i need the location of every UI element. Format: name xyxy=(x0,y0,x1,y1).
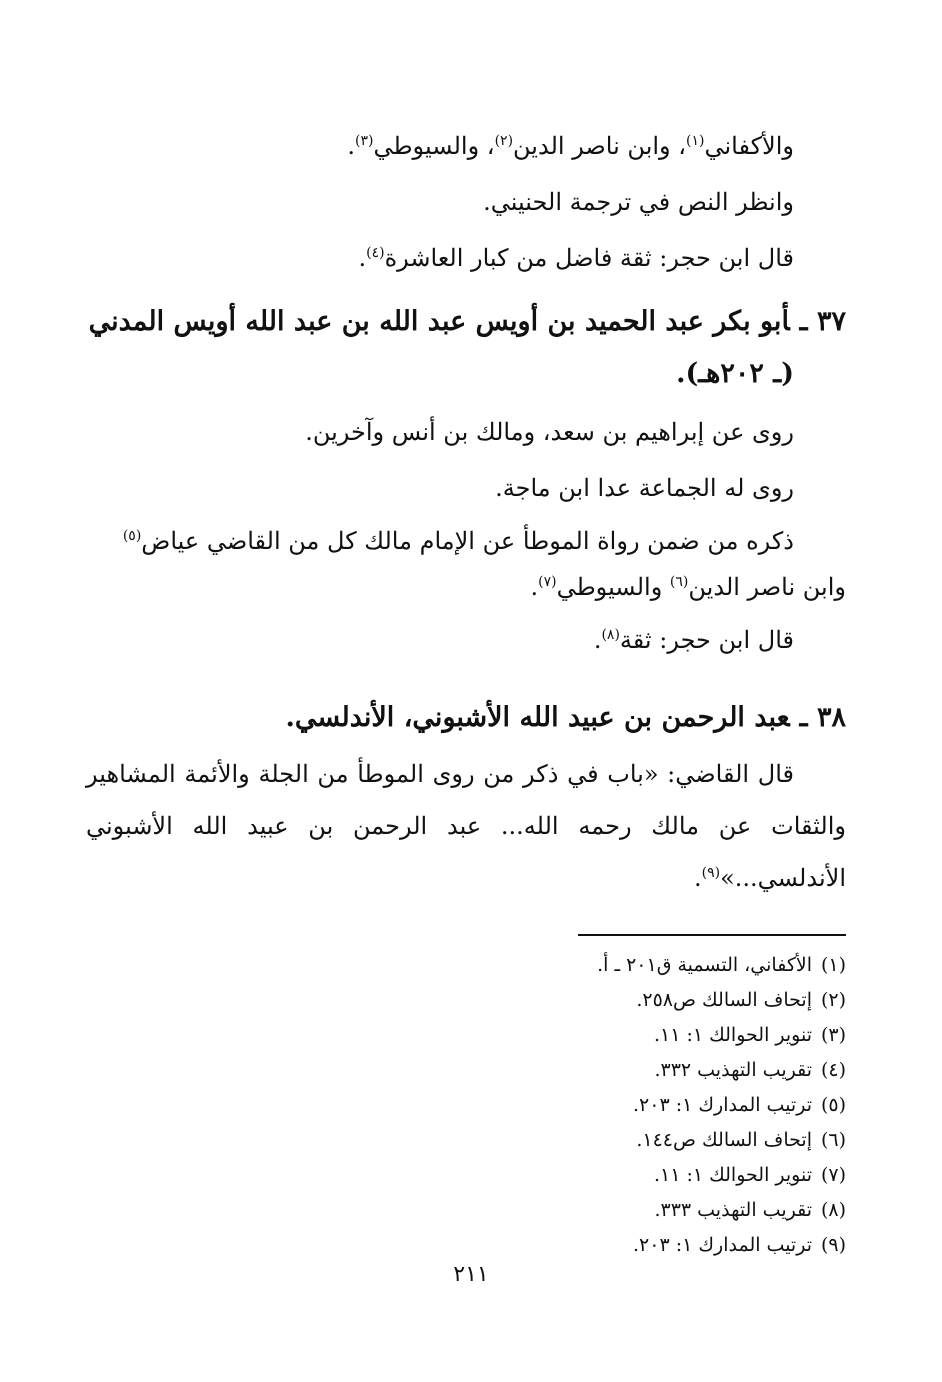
footnote-ref[interactable]: (٩) xyxy=(701,865,721,881)
footnote-number: (١) xyxy=(820,954,846,976)
text: ، والسيوطي xyxy=(373,132,495,160)
footnote xyxy=(86,983,846,1018)
footnote-ref[interactable]: (١) xyxy=(686,133,705,149)
entry-38-quote xyxy=(86,748,846,904)
footnote xyxy=(86,1158,846,1193)
footnote-ref[interactable]: (٣) xyxy=(354,133,374,149)
footnote xyxy=(86,1088,846,1123)
footnote-ref[interactable]: (٧) xyxy=(538,574,557,590)
text: وابن ناصر الدين xyxy=(688,573,846,601)
text: . xyxy=(358,244,367,272)
entry-number: ٣٨ ـ xyxy=(799,702,846,733)
spacer xyxy=(86,668,846,682)
paragraph-see-also: وانظر النص في ترجمة الحنيني. xyxy=(483,188,794,216)
footnote-number: (٢) xyxy=(820,989,846,1011)
footnote-ref[interactable]: (٤) xyxy=(366,245,385,261)
entry-38-heading xyxy=(86,692,846,744)
footnote-number: (٨) xyxy=(820,1199,846,1221)
paragraph-sources xyxy=(86,118,846,174)
footnote-separator xyxy=(578,934,846,936)
footnote xyxy=(86,1228,846,1263)
entry-title: أبو بكر عبد الحميد بن أويس عبد الله بن عبد الله أويس المدني xyxy=(88,306,790,337)
entry-number: ٣٧ ـ xyxy=(799,306,846,337)
footnote-ref[interactable]: (٥) xyxy=(122,528,142,544)
footnote xyxy=(86,1018,846,1053)
footnote xyxy=(86,1053,846,1088)
footnote-number: (٩) xyxy=(820,1234,846,1256)
footnote-text: تقريب التهذيب ٣٣٣. xyxy=(654,1199,812,1221)
entry-37-narrated: روى عن إبراهيم بن سعد، ومالك بن أنس وآخرين. xyxy=(305,418,794,446)
footnote xyxy=(86,1123,846,1158)
footnote xyxy=(86,1193,846,1228)
paragraph-ibn-hajar xyxy=(86,230,846,286)
text: قال ابن حجر: ثقة فاضل من كبار العاشرة xyxy=(384,244,794,272)
footnote-text: الأكفاني، التسمية ق٢٠١ ـ أ. xyxy=(597,954,812,976)
footnote-number: (٣) xyxy=(820,1024,846,1046)
entry-title-cont: (ـ ٢٠٢هـ). xyxy=(676,358,794,389)
entry-37-mention-cont xyxy=(86,562,846,612)
text: قال القاضي: «باب في ذكر من روى الموطأ من الجلة والأئمة المشاهير والثقات عن مالك رحمه الله... عبد الرحمن بن عبيد الله الأشبوني الأندلسي...» xyxy=(86,760,846,892)
footnote-number: (٦) xyxy=(820,1129,846,1151)
footnote-text: ترتيب المدارك ١: ٢٠٣. xyxy=(632,1094,812,1116)
footnote-text: تنوير الحوالك ١: ١١. xyxy=(653,1164,812,1186)
text: . xyxy=(347,132,355,160)
text: قال ابن حجر: ثقة xyxy=(619,626,794,654)
footnote-text: إتحاف السالك ص١٤٤. xyxy=(636,1129,812,1151)
text: ذكره من ضمن رواة الموطأ عن الإمام مالك كل من القاضي عياض xyxy=(141,527,794,555)
footnote-number: (٤) xyxy=(820,1059,846,1081)
footnote-ref[interactable]: (٨) xyxy=(601,627,620,643)
entry-title: عبد الرحمن بن عبيد الله الأشبوني، الأندلسي. xyxy=(285,702,790,733)
footnote-text: إتحاف السالك ص٢٥٨. xyxy=(636,989,812,1011)
footnote-number: (٧) xyxy=(820,1164,846,1186)
text: والسيوطي xyxy=(556,573,670,601)
footnote-number: (٥) xyxy=(820,1094,846,1116)
footnote-ref[interactable]: (٢) xyxy=(494,133,514,149)
footnote-ref[interactable]: (٦) xyxy=(669,574,689,590)
text: . xyxy=(530,573,539,601)
footnote-text: تنوير الحوالك ١: ١١. xyxy=(653,1024,812,1046)
text: والأكفاني xyxy=(704,132,794,160)
page-number: ٢١١ xyxy=(453,1262,489,1287)
entry-37-heading xyxy=(86,296,846,400)
footnote-text: تقريب التهذيب ٣٣٢. xyxy=(654,1059,812,1081)
entry-37-grading xyxy=(86,612,846,668)
footnotes xyxy=(86,948,846,1263)
footnote-text: ترتيب المدارك ١: ٢٠٣. xyxy=(632,1234,812,1256)
entry-37-mention xyxy=(86,516,846,566)
text: . xyxy=(593,626,602,654)
text: . xyxy=(693,864,702,892)
footnote xyxy=(86,948,846,983)
text: ، وابن ناصر الدين xyxy=(513,132,687,160)
entry-37-collections: روى له الجماعة عدا ابن ماجة. xyxy=(495,474,794,502)
